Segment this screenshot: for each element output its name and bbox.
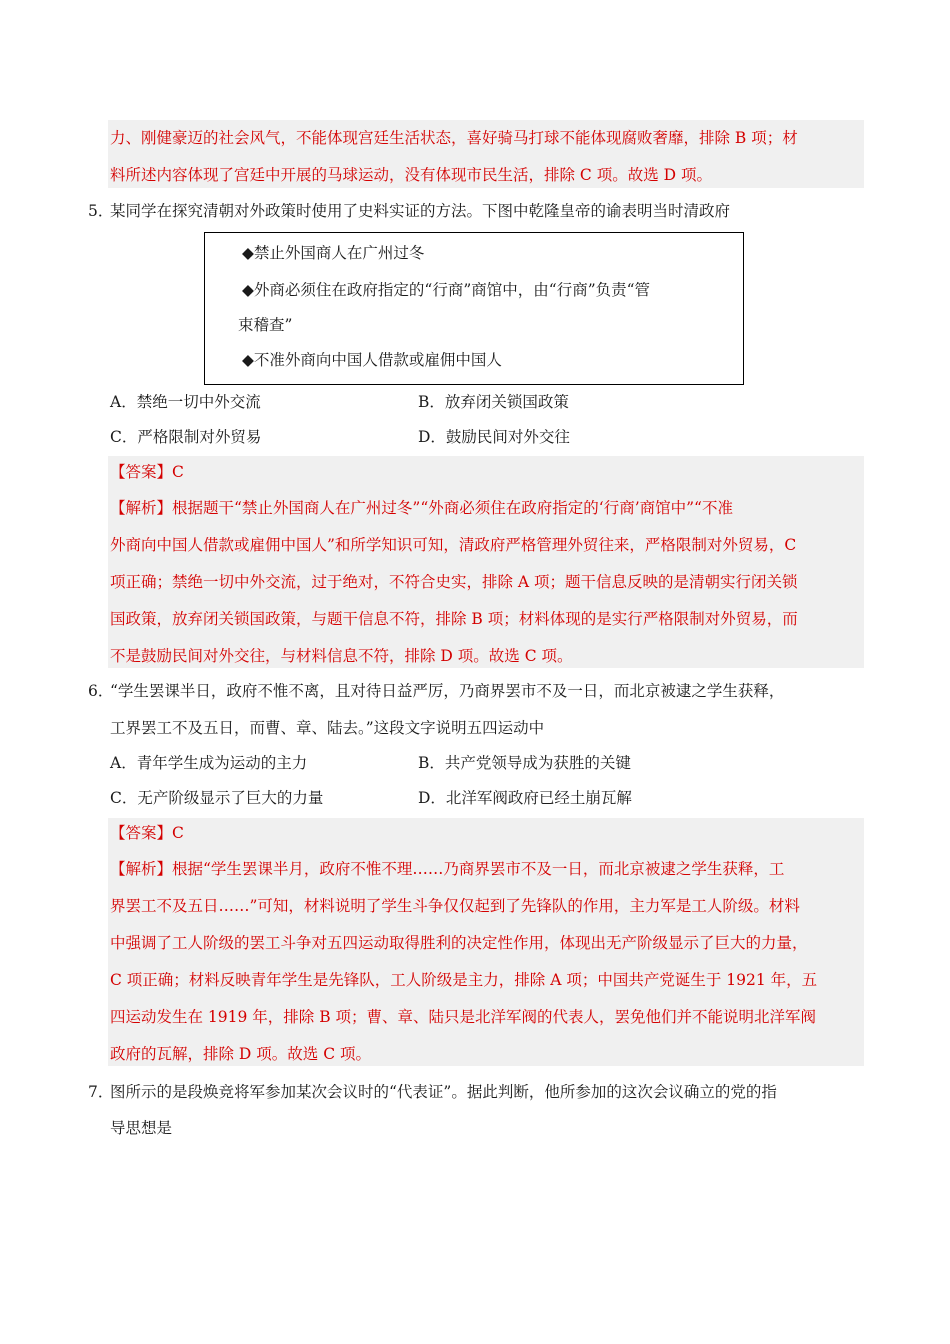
q5-explanation-line: 项正确；禁绝一切中外交流，过于绝对，不符合史实，排除 A 项；题干信息反映的是清朝实行闭关锁 bbox=[110, 573, 798, 591]
q7-number: 7． bbox=[88, 1083, 114, 1101]
q5-explanation-line: 【解析】根据题干“禁止外国商人在广州过冬”“外商必须住在政府指定的‘行商’商馆中”“不准 bbox=[110, 499, 733, 517]
q5-box-line: ◆外商必须住在政府指定的“行商”商馆中，由“行商”负责“管 bbox=[242, 281, 651, 299]
q6-option-c: C．无产阶级显示了巨大的力量 bbox=[110, 789, 324, 807]
q5-option-a: A．禁绝一切中外交流 bbox=[110, 393, 261, 411]
q5-number: 5． bbox=[88, 202, 114, 220]
q6-explanation-line: 【解析】根据“学生罢课半月，政府不惟不理……乃商界罢市不及一日，而北京被逮之学生获释，工 bbox=[110, 860, 785, 878]
q6-explanation-line: C 项正确；材料反映青年学生是先锋队，工人阶级是主力，排除 A 项；中国共产党诞生于 1921 年，五 bbox=[110, 971, 818, 989]
q6-option-d: D．北洋军阀政府已经土崩瓦解 bbox=[418, 789, 632, 807]
prev-explanation-line: 力、刚健豪迈的社会风气，不能体现宫廷生活状态，喜好骑马打球不能体现腐败奢靡，排除 B 项；材 bbox=[110, 129, 798, 147]
q6-option-b: B．共产党领导成为获胜的关键 bbox=[418, 754, 631, 772]
q5-option-b: B．放弃闭关锁国政策 bbox=[418, 393, 569, 411]
q6-stem-line: 工界罢工不及五日，而曹、章、陆去。”这段文字说明五四运动中 bbox=[110, 719, 545, 737]
q6-answer: 【答案】C bbox=[110, 824, 184, 842]
q5-explanation-line: 外商向中国人借款或雇佣中国人”和所学知识可知，清政府严格管理外贸往来，严格限制对外贸易，C bbox=[110, 536, 797, 554]
q5-stem: 某同学在探究清朝对外政策时使用了史料实证的方法。下图中乾隆皇帝的谕表明当时清政府 bbox=[110, 202, 731, 220]
q6-stem-line: “学生罢课半日，政府不惟不离，且对待日益严厉，乃商界罢市不及一日，而北京被逮之学生获释， bbox=[110, 682, 785, 700]
q7-stem-line: 导思想是 bbox=[110, 1119, 173, 1137]
q6-option-a: A．青年学生成为运动的主力 bbox=[110, 754, 308, 772]
q5-box-line: 束稽查” bbox=[238, 316, 293, 334]
q6-number: 6． bbox=[88, 682, 114, 700]
q5-answer: 【答案】C bbox=[110, 463, 184, 481]
q6-explanation-line: 界罢工不及五日……”可知，材料说明了学生斗争仅仅起到了先锋队的作用，主力军是工人阶级。材料 bbox=[110, 897, 800, 915]
q5-option-c: C．严格限制对外贸易 bbox=[110, 428, 262, 446]
q6-explanation-line: 四运动发生在 1919 年，排除 B 项；曹、章、陆只是北洋军阀的代表人，罢免他们并不能说明北洋军阀 bbox=[110, 1008, 817, 1026]
q5-answer-block bbox=[108, 456, 864, 668]
q6-explanation-line: 中强调了工人阶级的罢工斗争对五四运动取得胜利的决定性作用，体现出无产阶级显示了巨大的力量， bbox=[110, 934, 808, 952]
q5-explanation-line: 国政策，放弃闭关锁国政策，与题干信息不符，排除 B 项；材料体现的是实行严格限制对外贸易，而 bbox=[110, 610, 798, 628]
q6-explanation-line: 政府的瓦解，排除 D 项。故选 C 项。 bbox=[110, 1045, 371, 1063]
q5-explanation-line: 不是鼓励民间对外交往，与材料信息不符，排除 D 项。故选 C 项。 bbox=[110, 647, 573, 665]
prev-explanation-line: 料所述内容体现了宫廷中开展的马球运动，没有体现市民生活，排除 C 项。故选 D 项。 bbox=[110, 166, 712, 184]
q5-option-d: D．鼓励民间对外交往 bbox=[418, 428, 570, 446]
q5-box-line: ◆不准外商向中国人借款或雇佣中国人 bbox=[242, 351, 502, 369]
q5-box-line: ◆禁止外国商人在广州过冬 bbox=[242, 244, 425, 262]
q7-stem-line: 图所示的是段焕竞将军参加某次会议时的“代表证”。据此判断，他所参加的这次会议确立的党的指 bbox=[110, 1083, 777, 1101]
